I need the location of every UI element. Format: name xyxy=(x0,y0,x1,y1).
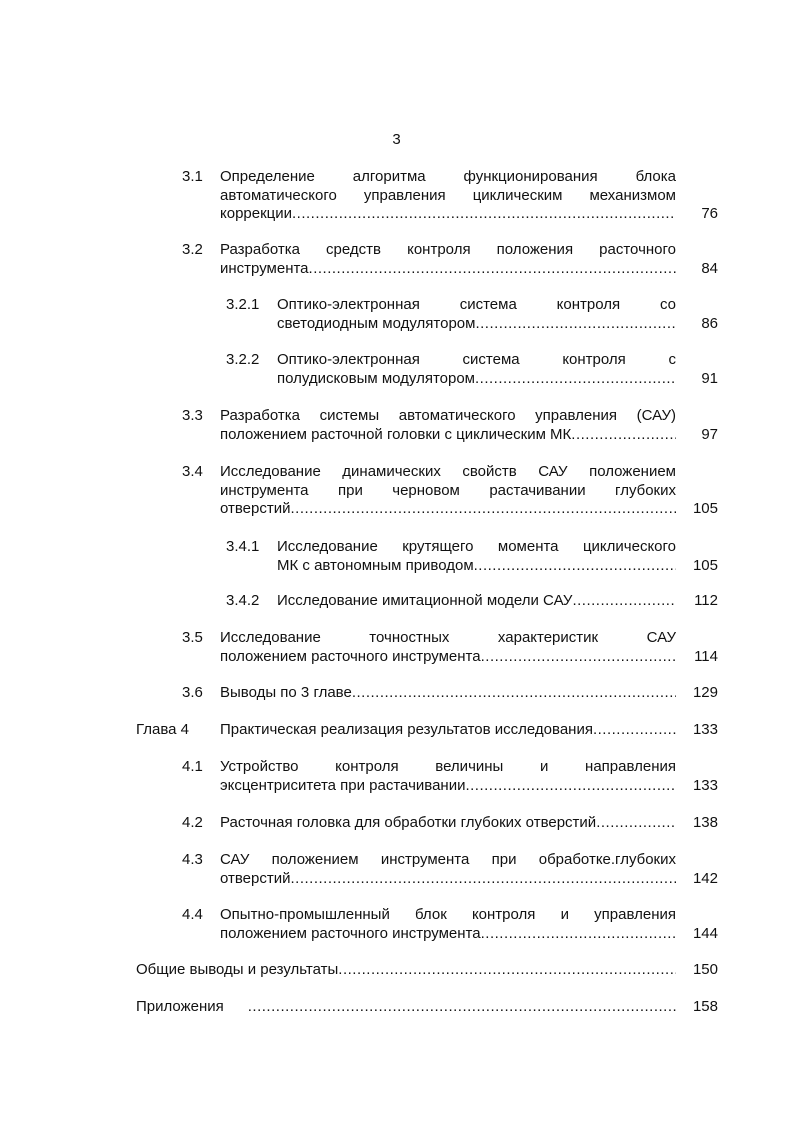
toc-entry-title xyxy=(220,463,676,519)
toc-entry xyxy=(226,592,718,611)
dot-leader xyxy=(572,592,676,611)
toc-entry-line: Общие выводы и результаты ..... xyxy=(136,961,676,980)
toc-entry-title xyxy=(220,168,676,224)
toc-entry xyxy=(226,538,718,575)
toc-entry-number: 3.2 xyxy=(182,241,203,258)
toc-entry-number: 3.6 xyxy=(182,684,203,701)
toc-entry-title xyxy=(220,851,676,888)
toc-entry xyxy=(182,814,718,833)
toc-entry-number: 3.3 xyxy=(182,407,203,424)
toc-entry-line: Исследование точностных характеристик САУ xyxy=(220,629,676,646)
toc-entry-line: Расточная головка для обработки глубоких отверстий ..... xyxy=(220,814,676,833)
dot-leader xyxy=(596,814,676,833)
toc-entry xyxy=(226,296,718,333)
toc-entry-line: автоматического управления циклическим механизмом xyxy=(220,186,676,204)
toc-entry xyxy=(136,961,718,980)
toc-entry-number: 3.2.2 xyxy=(226,351,260,368)
toc-entry-page: 133 xyxy=(692,776,718,794)
dot-leader xyxy=(481,648,676,667)
toc-entry-page: 112 xyxy=(694,592,718,609)
toc-entry-number: 4.2 xyxy=(182,814,203,831)
toc-entry-line: полудисковым модулятором ..... xyxy=(277,370,676,389)
dot-leader xyxy=(352,684,676,703)
toc-entry xyxy=(182,407,718,444)
toc-entry-number: 3.1 xyxy=(182,168,203,185)
toc-entry-page: 91 xyxy=(701,369,718,387)
toc-entry-number: 4.4 xyxy=(182,906,203,923)
toc-entry-page: 86 xyxy=(701,314,718,332)
toc-entry xyxy=(182,168,718,224)
dot-leader xyxy=(475,315,676,334)
dot-leader xyxy=(474,557,676,576)
toc-entry-line: положением расточного инструмента ..... xyxy=(220,648,676,667)
toc-entry-title xyxy=(220,407,676,444)
toc-entry xyxy=(182,629,718,666)
toc-entry-line: положением расточного инструмента ..... xyxy=(220,925,676,944)
toc-entry-line: отверстий ..... xyxy=(220,870,676,889)
toc-entry-title xyxy=(220,241,676,278)
toc-entry-line: МК с автономным приводом ..... xyxy=(277,557,676,576)
toc-entry-line: Оптико-электронная система контроля с xyxy=(277,351,676,368)
toc-entry-line: коррекции ..... xyxy=(220,205,676,224)
toc-entry-line: Приложения ..... xyxy=(136,998,676,1017)
toc-entry xyxy=(182,906,718,943)
toc-entry-line: Разработка средств контроля положения расточного xyxy=(220,241,676,258)
dot-leader xyxy=(465,777,676,796)
toc-entry-line: Определение алгоритма функционирования блока xyxy=(220,168,676,185)
toc-entry-page: 158 xyxy=(692,998,718,1015)
toc-entry-number: 3.4 xyxy=(182,463,203,480)
toc-entry-page: 138 xyxy=(692,814,718,831)
toc-entry-number: 3.4.1 xyxy=(226,538,260,555)
toc-entry-number: 3.2.1 xyxy=(226,296,260,313)
toc-entry-line: инструмента при черновом растачивании глубоких xyxy=(220,481,676,499)
toc-entry-line: положением расточной головки с циклическим МК ..... xyxy=(220,426,676,445)
toc-entry-page: 105 xyxy=(692,500,718,517)
toc-entry-page: 150 xyxy=(692,961,718,978)
toc-entry-page: 105 xyxy=(692,556,718,574)
toc-entry-page: 114 xyxy=(694,647,718,665)
toc-entry-line: Оптико-электронная система контроля со xyxy=(277,296,676,313)
toc-entry-line: САУ положением инструмента при обработке.глубоких xyxy=(220,851,676,868)
toc-entry-title xyxy=(136,998,676,1017)
toc-entry-page: 97 xyxy=(701,425,718,443)
toc-entry-line: Исследование крутящего момента циклического xyxy=(277,538,676,555)
toc-entry-page: 76 xyxy=(701,205,718,222)
toc-entry xyxy=(182,851,718,888)
dot-leader xyxy=(291,870,677,889)
dot-leader xyxy=(338,961,676,980)
toc-entry-page: 142 xyxy=(692,869,718,887)
dot-leader xyxy=(292,205,676,224)
toc-entry-title xyxy=(277,592,676,611)
toc-entry-title xyxy=(220,758,676,795)
toc-entry-page: 84 xyxy=(701,259,718,277)
toc-entry-number: 3.5 xyxy=(182,629,203,646)
toc-entry-number: 3.4.2 xyxy=(226,592,260,609)
toc-entry-number: 4.1 xyxy=(182,758,203,775)
toc-entry-title xyxy=(220,684,676,703)
toc-entry-line: эксцентриситета при растачивании ..... xyxy=(220,777,676,796)
toc-entry xyxy=(182,241,718,278)
dot-leader xyxy=(309,260,676,279)
toc-entry-title xyxy=(277,538,676,575)
toc-entry-line: Исследование динамических свойств САУ положением xyxy=(220,463,676,480)
dot-leader xyxy=(291,500,677,519)
dot-leader xyxy=(481,925,676,944)
toc-entry-page: 133 xyxy=(692,721,718,738)
toc-entry-line: Исследование имитационной модели САУ ..... xyxy=(277,592,676,611)
toc-entry-line: инструмента ..... xyxy=(220,260,676,279)
toc-entry-number: 4.3 xyxy=(182,851,203,868)
toc-entry-page: 129 xyxy=(692,684,718,701)
toc-entry-line: Опытно-промышленный блок контроля и управления xyxy=(220,906,676,923)
toc-entry xyxy=(136,721,718,740)
toc-entry xyxy=(182,463,718,519)
toc-entry-line: Разработка системы автоматического управления (САУ) xyxy=(220,407,676,424)
toc-entry-line: отверстий ..... xyxy=(220,500,676,519)
page-number: 3 xyxy=(392,131,401,148)
toc-entry xyxy=(182,758,718,795)
dot-leader xyxy=(248,998,676,1017)
dot-leader xyxy=(475,370,676,389)
toc-entry-number: Глава 4 xyxy=(136,721,190,738)
toc-entry-line: Выводы по 3 главе ..... xyxy=(220,684,676,703)
toc-entry-line: Устройство контроля величины и направления xyxy=(220,758,676,775)
toc-entry xyxy=(182,684,718,703)
toc-entry-page: 144 xyxy=(692,924,718,942)
toc-entry-title xyxy=(277,351,676,388)
toc-entry-title xyxy=(277,296,676,333)
dot-leader xyxy=(593,721,676,740)
toc-entry xyxy=(226,351,718,388)
toc-entry-title xyxy=(220,721,676,740)
toc-entry-title xyxy=(220,906,676,943)
toc-entry-line: Практическая реализация результатов исследования ..... xyxy=(220,721,676,740)
toc-entry-line: светодиодным модулятором ..... xyxy=(277,315,676,334)
toc-entry xyxy=(136,998,718,1017)
toc-entry-title xyxy=(220,814,676,833)
toc-entry-title xyxy=(220,629,676,666)
dot-leader xyxy=(571,426,676,445)
toc-entry-title xyxy=(136,961,676,980)
